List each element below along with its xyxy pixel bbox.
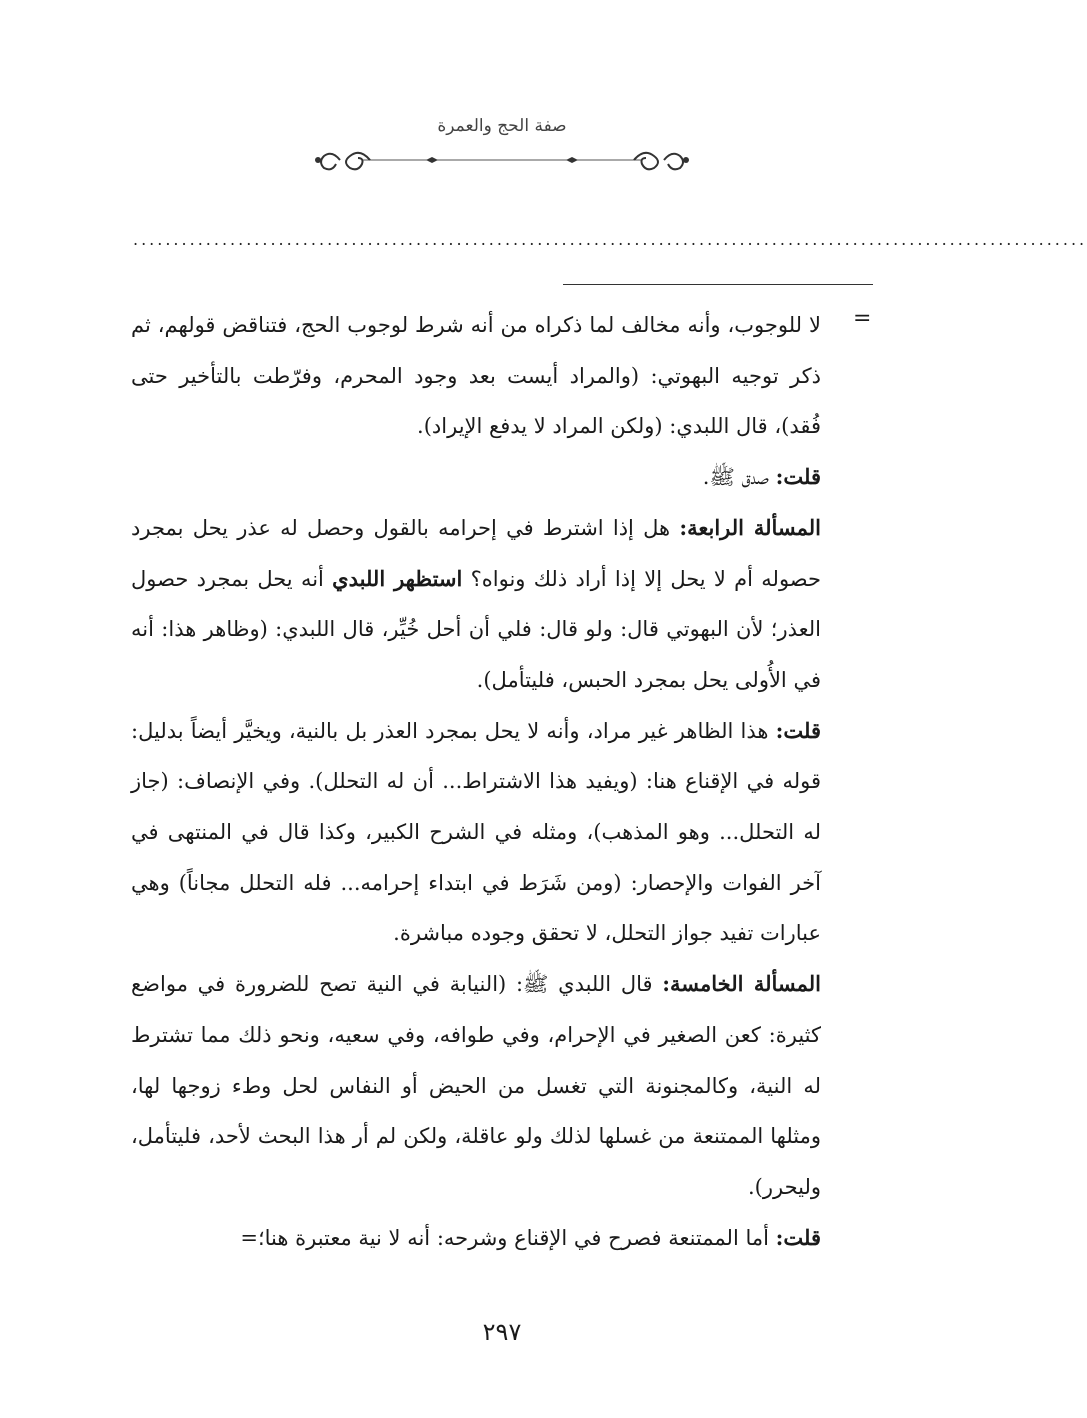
footnote-rule xyxy=(563,284,873,285)
paragraph-lead: قلت: xyxy=(775,1224,821,1250)
running-title: صفة الحج والعمرة xyxy=(437,116,567,136)
continuation-mark: = xyxy=(853,306,872,331)
paragraph xyxy=(131,503,821,706)
paragraph-lead: المسألة الرابعة: xyxy=(679,514,821,540)
paragraph-text: هل إذا اشترط في إحرامه بالقول وحصل له عذر يحل بمجرد حصوله أم لا يحل إلا إذا أراد ذلك ونواه؟ xyxy=(131,515,821,591)
paragraph xyxy=(131,706,821,960)
paragraph-lead: المسألة الخامسة: xyxy=(662,971,821,997)
paragraph-text: قال اللبدي ﷺ: (النيابة في النية تصح للضرورة في مواضع كثيرة: كعن الصغير في الإحرام، وفي طوافه، وفي سعيه، ونحو ذلك مما تشترط له النية، وكالمجنونة التي تغسل من الحيض أو النفاس لحل وطء زوجها لها، ومثلها الممتنعة من غسلها لذلك ولو عاقلة، ولكن لم أر هذا البحث لأحد، فليتأمل، وليحرر). xyxy=(131,972,821,1199)
paragraph-text: لا للوجوب، وأنه مخالف لما ذكراه من أنه شرط لوجوب الحج، فتناقض قولهم، ثم ذكر توجيه البهوتي: (والمراد أيست بعد وجود المحرم، وفرّطت بالتأخير حتى فُقد)، قال اللبدي: (ولكن المراد لا يدفع الإيراد). xyxy=(131,313,821,439)
paragraph-text: أنه يحل بمجرد حصول العذر؛ لأن البهوتي قال: ولو قال: فلي أن أحل خُيِّر، قال اللبدي: (وظاهر هذا: أنه في الأُولى يحل بمجرد الحبس، فليتأمل). xyxy=(131,566,821,692)
footnote-body xyxy=(131,300,821,1263)
paragraph-text: صدق ﷺ. xyxy=(702,465,776,490)
paragraph-text: هذا الظاهر غير مراد، وأنه لا يحل بمجرد العذر بل بالنية، ويخيَّر أيضاً بدليل: قوله في الإقناع هنا: (ويفيد هذا الاشتراط... أن له التحلل). وفي الإنصاف: (جاز له التحلل... وهو المذهب)، ومثله في الشرح الكبير، وكذا قال في المنتهى في آخر الفوات والإحصار: (ومن شَرَط في ابتداء إحرامه... فله التحلل مجاناً) وهي عبارات تفيد جواز التحلل، لا تحقق وجوده مباشرة. xyxy=(131,718,821,946)
paragraph xyxy=(131,452,821,503)
paragraph-lead: قلت: xyxy=(775,464,821,490)
ornament-divider-icon xyxy=(310,140,694,180)
paragraph xyxy=(131,1213,821,1264)
paragraph-emphasis: استظهر اللبدي xyxy=(332,565,463,591)
page-header xyxy=(0,110,1004,180)
paragraph xyxy=(131,959,821,1213)
paragraph xyxy=(131,300,821,452)
page-number: ٢٩٧ xyxy=(482,1318,522,1346)
paragraph-text: أما الممتنعة فصرح في الإقناع وشرحه: أنه لا نية معتبرة هنا؛= xyxy=(240,1225,776,1250)
dotted-separator: ...................................................................................................................... xyxy=(133,230,1087,249)
paragraph-lead: قلت: xyxy=(775,717,821,743)
